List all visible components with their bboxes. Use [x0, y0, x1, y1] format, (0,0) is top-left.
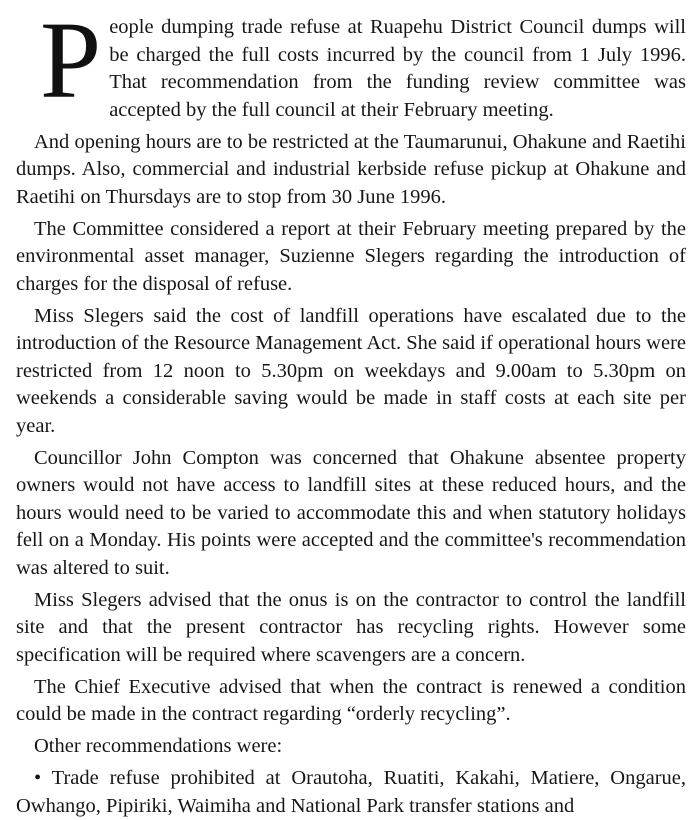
article-paragraph-7: The Chief Executive advised that when the contract is renewed a condition could be made in the contract regarding “orderly recycling”. — [16, 675, 686, 725]
article-paragraph-4: Miss Slegers said the cost of landfill operations have escalated due to the introduction of the Resource Management Act. She said if operational hours were restricted from 12 noon to 5.30pm on weekdays and 9.00am to 5.30pm on weekends a considerable saving would be made in staff costs at each site per year. — [16, 304, 686, 437]
drop-cap: P — [40, 0, 102, 121]
article-paragraph-1-text: eople dumping trade refuse at Ruapehu District Council dumps will be charged the full costs incurred by the council from 1 July 1996. That recommendation from the funding review committee was accepted by the full council at their February meeting. — [109, 16, 686, 121]
article-paragraph-8: Other recommendations were: — [34, 735, 283, 757]
article-paragraph-1 — [16, 0, 686, 124]
article-paragraph-5: Councillor John Compton was concerned that Ohakune absentee property owners would not have access to landfill sites at these reduced hours, and the hours would need to be varied to accommodate this and when statutory holidays fell on a Monday. His points were accepted and the committee's recommendation was altered to suit. — [16, 446, 686, 579]
article-paragraph-2: And opening hours are to be restricted at the Taumarunui, Ohakune and Raetihi dumps. Also, commercial and industrial kerbside refuse pickup at Ohakune and Raetihi on Thursdays are to stop from 30 June 1996. — [16, 130, 686, 208]
recommendation-bullet: • Trade refuse prohibited at Orautoha, Ruatiti, Kakahi, Matiere, Ongarue, Owhango, Pipiriki, Waimiha and National Park transfer stations and — [16, 767, 686, 817]
article-paragraph-3: The Committee considered a report at their February meeting prepared by the environmental asset manager, Suzienne Slegers regarding the introduction of charges for the disposal of refuse. — [16, 217, 686, 295]
article-paragraph-6: Miss Slegers advised that the onus is on the contractor to control the landfill site and that the present contractor has recycling rights. However some specification will be required where scavengers are a concern. — [16, 588, 686, 666]
